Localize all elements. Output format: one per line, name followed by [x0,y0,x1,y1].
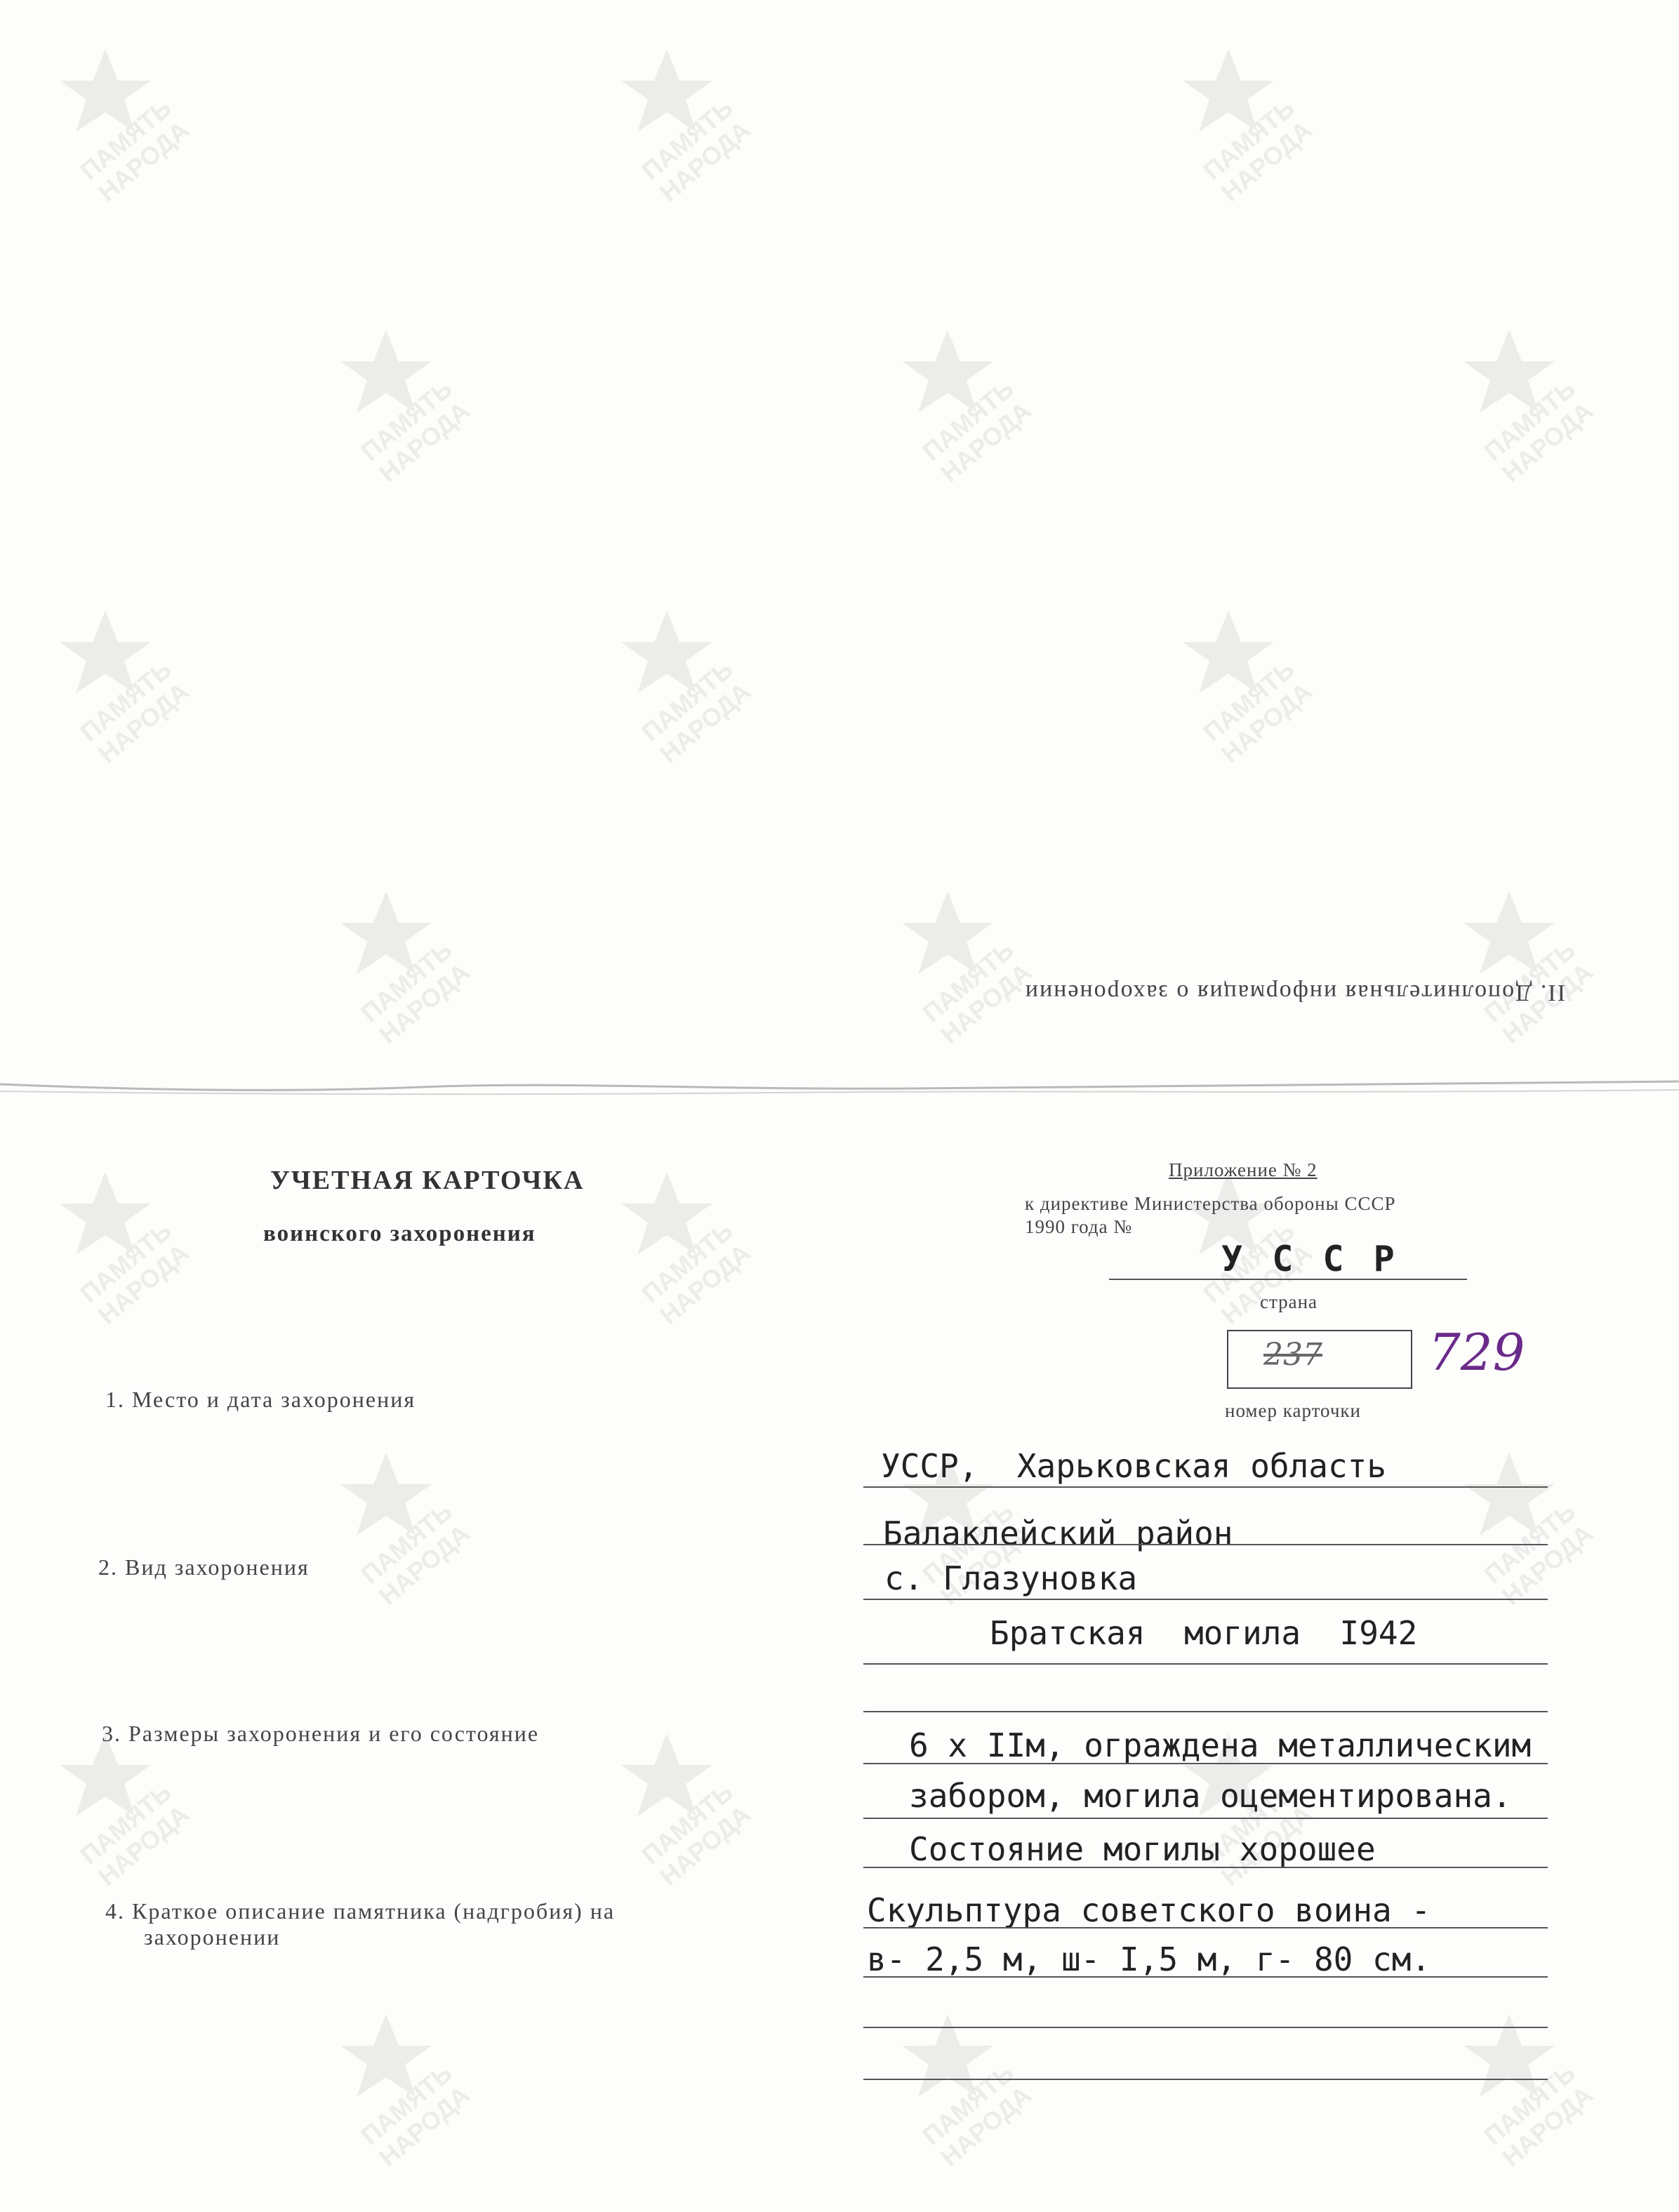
card-title: УЧЕТНАЯ КАРТОЧКА [270,1166,585,1195]
watermark-logo [337,1446,484,1607]
watermark-logo [898,323,1046,484]
watermark-logo [56,1726,204,1888]
field-value-monument-line-1: Скульптура советского воина - [867,1891,1431,1929]
field-underline [863,1818,1548,1819]
watermark-logo [1460,2007,1607,2168]
watermark-logo [618,1726,765,1888]
watermark-logo [56,42,204,204]
field-underline [863,1711,1548,1712]
country-caption: страна [1260,1291,1318,1312]
field-label-burial-size: 3. Размеры захоронения и его состояние [102,1721,540,1746]
watermark-logo [1179,604,1327,765]
fold-line [0,1077,1679,1098]
watermark-logo [1460,1446,1607,1607]
field-value-place-line-2: Балаклейский район [883,1514,1233,1552]
field-underline [863,1976,1548,1978]
field-label-burial-place: 1. Место и дата захоронения [105,1387,416,1412]
watermark-logo [337,2007,484,2168]
watermark-logo [618,1165,765,1326]
field-value-type-line-1: Братская могила I942 [990,1614,1418,1652]
field-underline [863,1763,1548,1764]
field-underline [863,2079,1548,2080]
card-number-caption: номер карточки [1225,1400,1361,1421]
field-underline [863,1663,1548,1665]
watermark-logo [1460,323,1607,484]
field-underline [863,2027,1548,2028]
field-value-place-line-1: УССР, Харьковская область [881,1447,1387,1485]
watermark-logo [56,604,204,765]
field-value-size-line-1: 6 х IIм, ограждена металлическим [909,1726,1532,1764]
country-value: У С С Р [1221,1239,1399,1279]
field-value-size-line-2: забором, могила оцементирована. [909,1777,1512,1815]
watermark-logo [1460,884,1607,1046]
field-label-burial-type: 2. Вид захоронения [98,1554,310,1580]
field-value-size-line-3: Состояние могилы хорошее [909,1830,1376,1868]
country-underline [1109,1279,1467,1280]
card-number-old: 237 [1263,1337,1322,1373]
watermark-logo [337,323,484,484]
field-value-place-line-3: с. Глазуновка [884,1559,1138,1597]
back-side-heading: II. Дополнительная информация о захоронении [1023,980,1565,1006]
field-underline [863,1486,1548,1488]
watermark-logo [1179,42,1327,204]
watermark-logo [56,1165,204,1326]
card-number-new: 729 [1428,1323,1525,1382]
appendix-line-1: Приложение № 2 [1169,1159,1318,1180]
field-label-monument-line2: захоронении [144,1924,281,1950]
watermark-logo [618,42,765,204]
field-value-monument-line-2: в- 2,5 м, ш- I,5 м, г- 80 см. [867,1940,1431,1978]
watermark-logo [898,2007,1046,2168]
field-label-monument: 4. Краткое описание памятника (надгробия) на [105,1898,616,1924]
appendix-line-2: к директиве Министерства обороны СССР [1025,1193,1396,1214]
card-subtitle: воинского захоронения [263,1221,536,1246]
field-underline [863,1927,1548,1928]
watermark-logo [618,604,765,765]
field-underline [863,1544,1548,1545]
field-underline [863,1599,1548,1600]
appendix-line-3: 1990 года № [1025,1216,1133,1237]
watermark-logo [898,884,1046,1046]
field-underline [863,1867,1548,1868]
watermark-logo [337,884,484,1046]
